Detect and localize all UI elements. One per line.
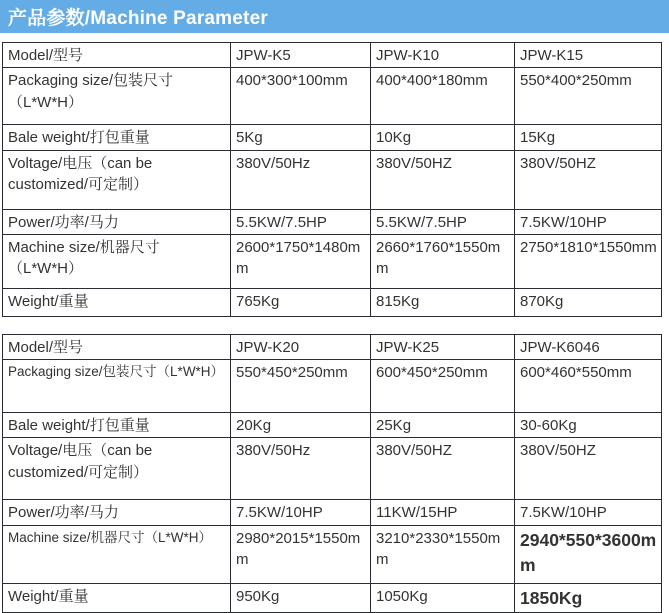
value-cell: 2660*1760*1550mm <box>371 234 515 288</box>
value-cell: 870Kg <box>515 288 662 316</box>
value-cell: JPW-K15 <box>515 43 662 68</box>
value-cell: 15Kg <box>515 125 662 150</box>
table-row-model <box>3 334 662 359</box>
value-cell: 600*460*550mm <box>515 360 662 413</box>
value-cell: JPW-K20 <box>231 334 371 359</box>
value-cell: 380V/50HZ <box>371 438 515 500</box>
value-cell: 380V/50HZ <box>515 438 662 500</box>
value-cell: 380V/50Hz <box>231 150 371 209</box>
value-cell: 1850Kg <box>515 583 662 612</box>
section-header <box>0 0 669 33</box>
value-cell: 7.5KW/10HP <box>515 209 662 234</box>
value-cell: 380V/50Hz <box>231 438 371 500</box>
value-cell: JPW-K6046 <box>515 334 662 359</box>
table-row-machine-size <box>3 525 662 583</box>
table-row-weight <box>3 583 662 612</box>
row-label-cell: Packaging size/包装尺寸（L*W*H） <box>3 360 231 413</box>
value-cell: JPW-K5 <box>231 43 371 68</box>
table-row-voltage <box>3 438 662 500</box>
value-cell: 815Kg <box>371 288 515 316</box>
value-cell: 5.5KW/7.5HP <box>371 209 515 234</box>
row-label-cell: Weight/重量 <box>3 288 231 316</box>
row-label-cell: Power/功率/马力 <box>3 500 231 525</box>
table-row-machine-size <box>3 234 662 288</box>
value-cell: 3210*2330*1550mm <box>371 525 515 583</box>
table-row-power <box>3 209 662 234</box>
value-cell: 5.5KW/7.5HP <box>231 209 371 234</box>
value-cell: 1050Kg <box>371 583 515 612</box>
machine-parameter-table-2 <box>2 334 662 613</box>
row-label-cell: Bale weight/打包重量 <box>3 125 231 150</box>
table-row-voltage <box>3 150 662 209</box>
page-title: 产品参数/Machine Parameter <box>8 8 268 29</box>
row-label-cell: Voltage/电压（can be customized/可定制） <box>3 438 231 500</box>
value-cell: 25Kg <box>371 413 515 438</box>
row-label-cell: Bale weight/打包重量 <box>3 413 231 438</box>
value-cell: 10Kg <box>371 125 515 150</box>
value-cell: 30-60Kg <box>515 413 662 438</box>
value-cell: 550*400*250mm <box>515 68 662 125</box>
row-label-cell: Machine size/机器尺寸（L*W*H） <box>3 234 231 288</box>
value-cell: 400*400*180mm <box>371 68 515 125</box>
value-cell: 2600*1750*1480mm <box>231 234 371 288</box>
value-cell: 950Kg <box>231 583 371 612</box>
machine-parameter-table-1 <box>2 42 662 317</box>
value-cell: 2750*1810*1550mm <box>515 234 662 288</box>
table-row-weight <box>3 288 662 316</box>
value-cell: JPW-K10 <box>371 43 515 68</box>
row-label-cell: Voltage/电压（can be customized/可定制） <box>3 150 231 209</box>
row-label-cell: Model/型号 <box>3 334 231 359</box>
row-label-cell: Machine size/机器尺寸（L*W*H） <box>3 525 231 583</box>
value-cell: 380V/50HZ <box>515 150 662 209</box>
table-row-bale-weight <box>3 125 662 150</box>
row-label-cell: Packaging size/包装尺寸（L*W*H） <box>3 68 231 125</box>
value-cell: 2980*2015*1550mm <box>231 525 371 583</box>
row-label-cell: Power/功率/马力 <box>3 209 231 234</box>
table-row-power <box>3 500 662 525</box>
row-label-cell: Weight/重量 <box>3 583 231 612</box>
table-row-packaging-size <box>3 360 662 413</box>
value-cell: 7.5KW/10HP <box>515 500 662 525</box>
value-cell: 600*450*250mm <box>371 360 515 413</box>
table-row-model <box>3 43 662 68</box>
value-cell: 550*450*250mm <box>231 360 371 413</box>
value-cell: 765Kg <box>231 288 371 316</box>
value-cell: 400*300*100mm <box>231 68 371 125</box>
row-label-cell: Model/型号 <box>3 43 231 68</box>
value-cell: 20Kg <box>231 413 371 438</box>
value-cell: 2940*550*3600mm <box>515 525 662 583</box>
value-cell: 7.5KW/10HP <box>231 500 371 525</box>
value-cell: 5Kg <box>231 125 371 150</box>
value-cell: JPW-K25 <box>371 334 515 359</box>
value-cell: 380V/50HZ <box>371 150 515 209</box>
table-row-packaging-size <box>3 68 662 125</box>
value-cell: 11KW/15HP <box>371 500 515 525</box>
table-row-bale-weight <box>3 413 662 438</box>
